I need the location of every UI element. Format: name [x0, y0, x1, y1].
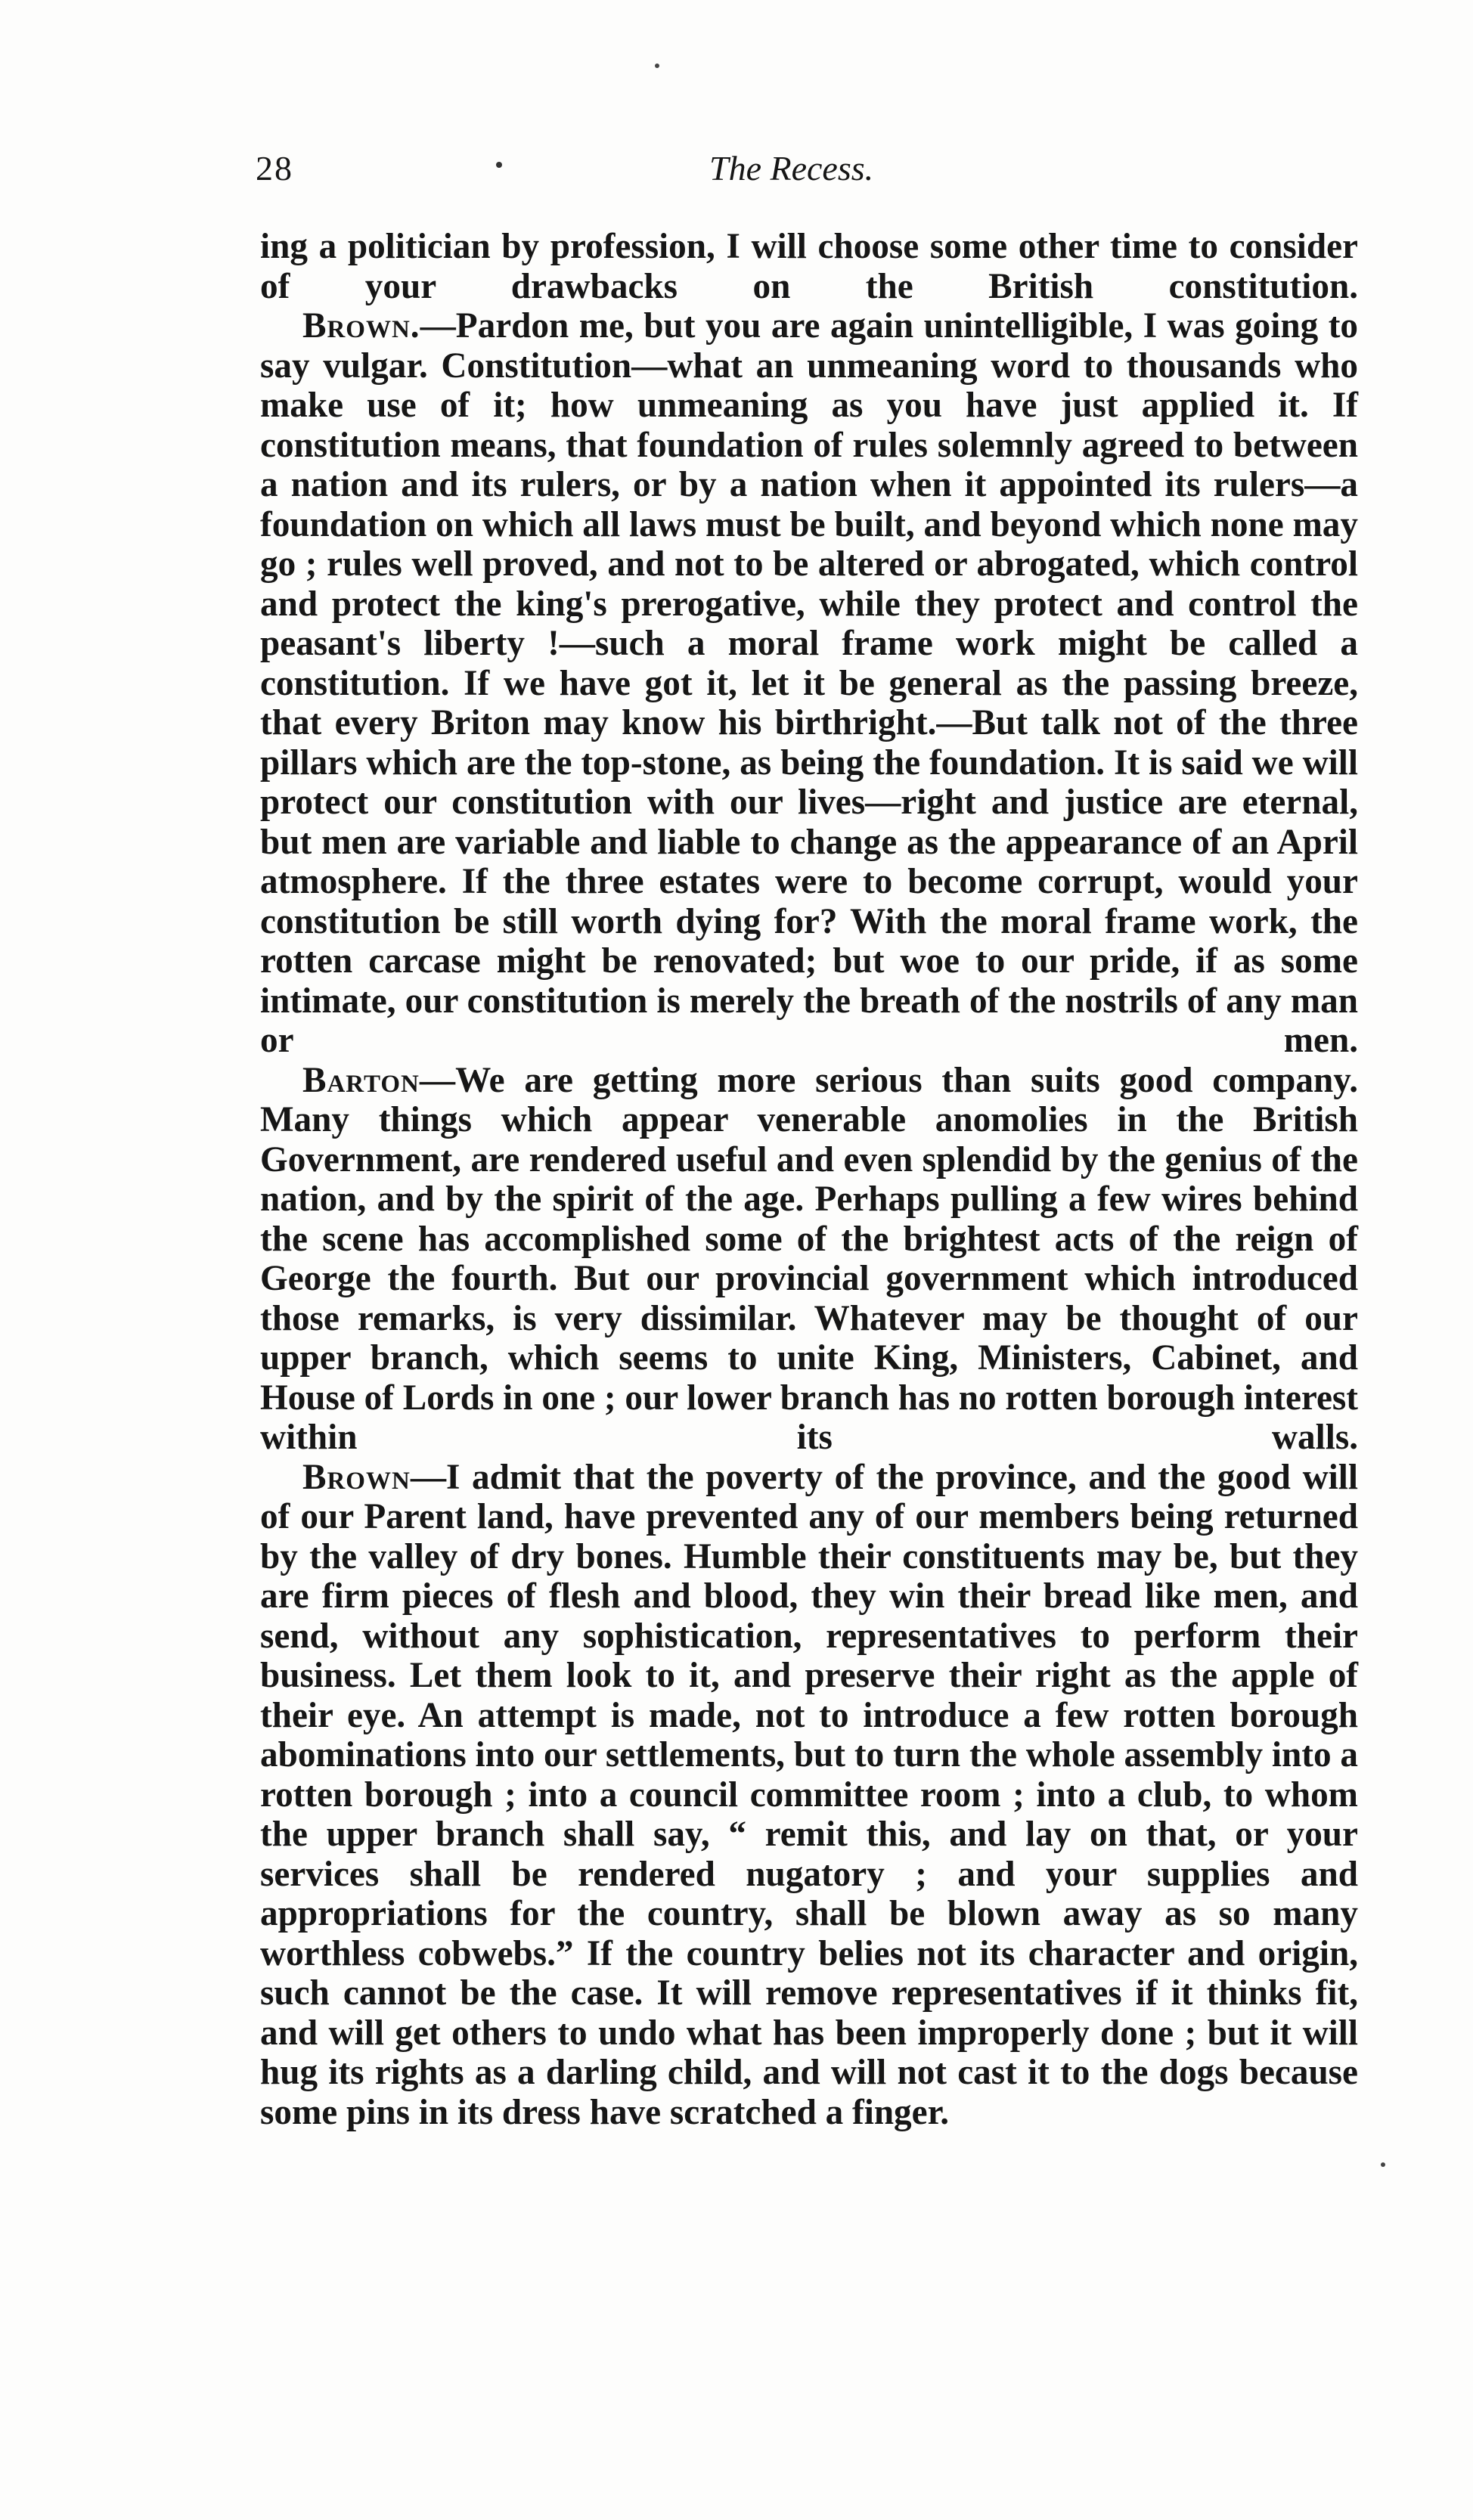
- paragraph-text: —I admit that the poverty of the province, and the good will of our Parent land, have prevented any of our members being returned by the valley of dry bones. Humble their constituents may be, but they are firm pieces of flesh and blood, they win their bread like men, and send, without any sophistication, representatives to perform their business. Let them look to it, and preserve their right as the apple of their eye. An attempt is made, not to introduce a few rotten borough abominations into our settlements, but to turn the whole assembly into a rotten borough ; into a council committee room ; into a club, to whom the upper branch shall say, “ remit this, and lay on that, or your services shall be rendered nugatory ; and your supplies and appropriations for the country, shall be blown away as so many worthless cobwebs.” If the country belies not its character and origin, such cannot be the case. It will remove representatives if it thinks fit, and will get others to undo what has been improperly done ; but it will hug its rights as a darling child, and will not cast it to the dogs because some pins in its dress have scratched a finger.: [260, 1457, 1358, 2132]
- paragraph-text: —Pardon me, but you are again unintelligible, I was going to say vulgar. Constitution—what an unmeaning word to thousands who make use of it; how unmeaning as you have just applied it. If constitution means, that foundation of rules solemnly agreed to between a nation and its rulers, or by a nation when it appointed its rulers—a foundation on which all laws must be built, and beyond which none may go ; rules well proved, and not to be altered or abrogated, which control and protect the king's prerogative, while they protect and control the peasant's liberty !—such a moral frame work might be called a constitution. If we have got it, let it be general as the passing breeze, that every Briton may know his birthright.—But talk not of the three pillars which are the top-stone, as being the foundation. It is said we will protect our constitution with our lives—right and justice are eternal, but men are variable and liable to change as the appearance of an April atmosphere. If the three estates were to become corrupt, would your constitution be still worth dying for? With the moral frame work, the rotten carcase might be renovated; but woe to our pride, if as some intimate, our constitution is merely the breath of the nostrils of any man or men.: [260, 306, 1358, 1060]
- ink-speck: [1381, 2162, 1385, 2167]
- ink-speck: [655, 64, 659, 68]
- page-number: 28: [256, 149, 293, 188]
- page-header: [256, 148, 1360, 194]
- paragraph: [260, 1061, 1358, 1458]
- speaker-name: Brown.: [302, 306, 420, 346]
- paragraph-text: ing a politician by profession, I will choose some other time to consider of your drawbacks on the British constitution.: [260, 227, 1358, 306]
- speaker-name: Barton: [302, 1060, 420, 1100]
- paragraph: [260, 227, 1358, 306]
- paragraph: [260, 1458, 1358, 2133]
- header-ornament-dot: [496, 162, 502, 168]
- body-text: [260, 227, 1358, 2132]
- paragraph-text: —We are getting more serious than suits good company. Many things which appear venerable anomolies in the British Government, are rendered useful and even splendid by the genius of the nation, and by the spirit of the age. Perhaps pulling a few wires behind the scene has accomplished some of the brightest acts of the reign of George the fourth. But our provincial government which introduced those remarks, is very dissimilar. Whatever may be thought of our upper branch, which seems to unite King, Ministers, Cabinet, and House of Lords in one ; our lower branch has no rotten borough interest within its walls.: [260, 1060, 1359, 1457]
- running-title: The Recess.: [709, 149, 874, 188]
- speaker-name: Brown: [302, 1457, 411, 1497]
- paragraph: [260, 306, 1358, 1061]
